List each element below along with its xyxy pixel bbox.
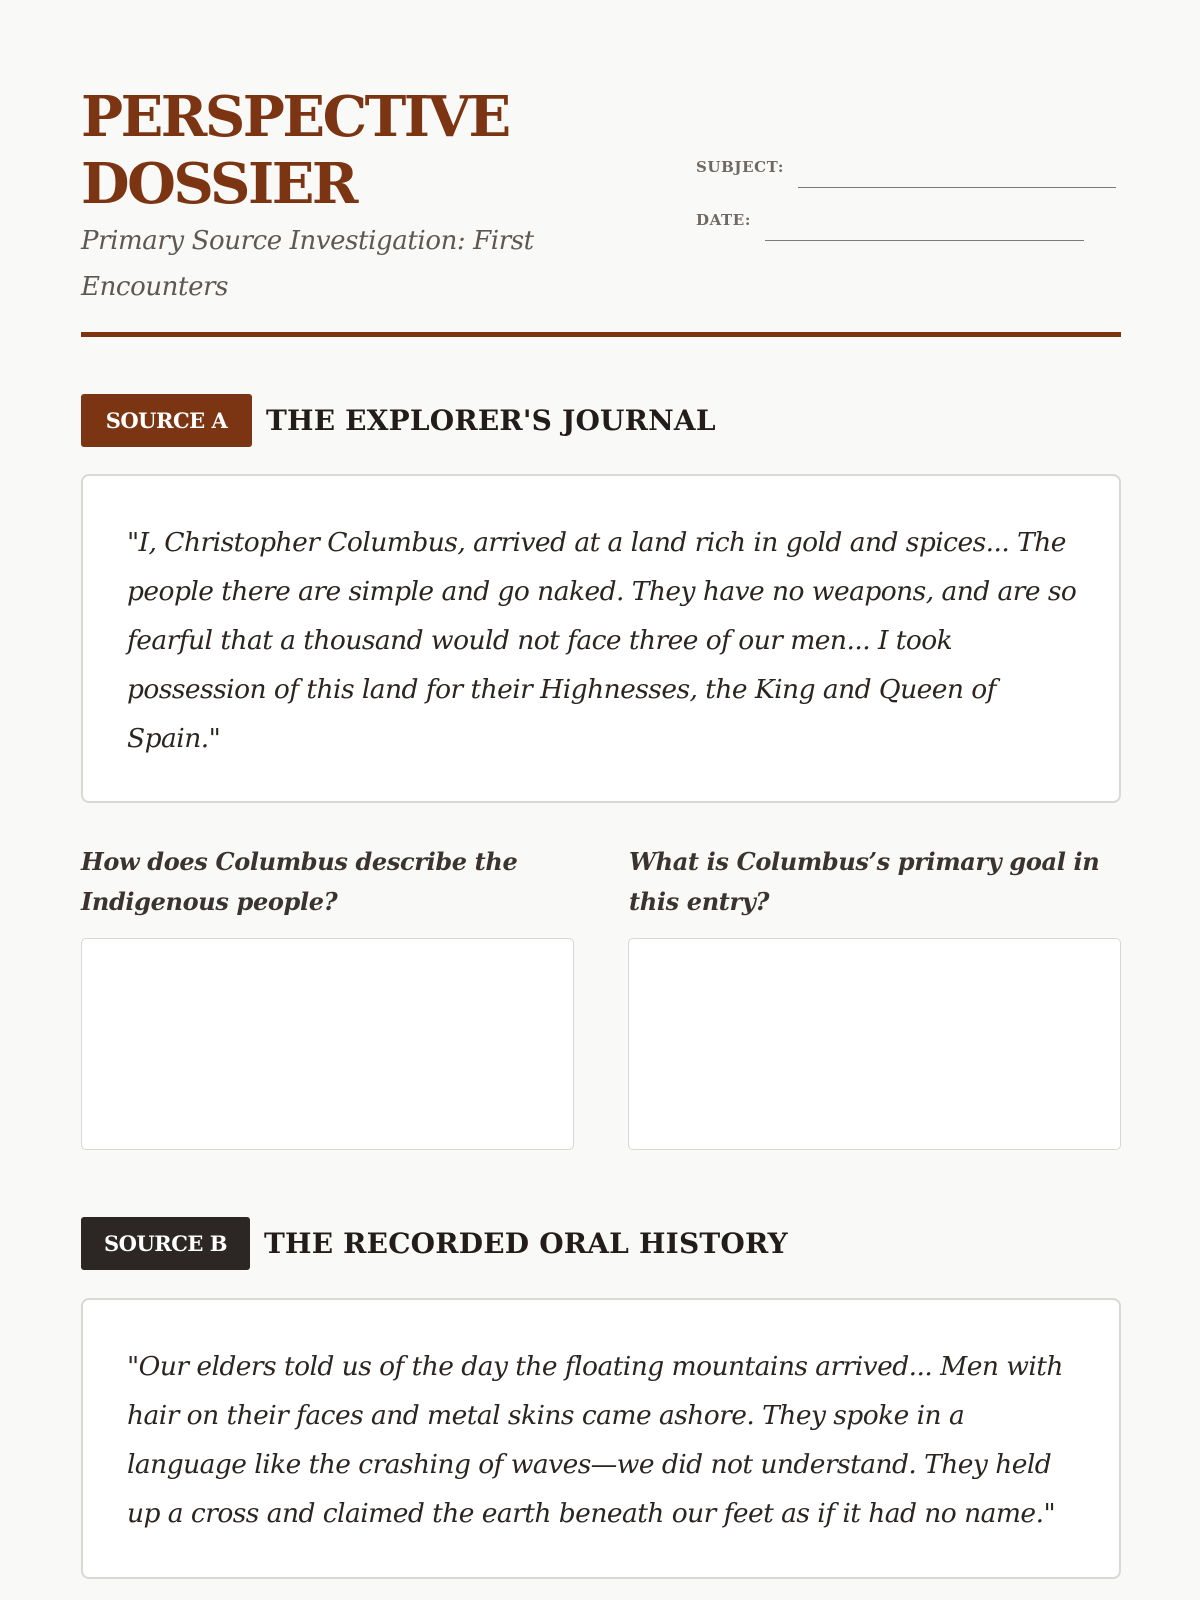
source-a-quote: "I, Christopher Columbus, arrived at a land rich in gold and spices... The people there are simple and go naked. They have no weapons, and are so fearful that a thousand would not face three of our men... I took possession of this land for their Highnesses, the King and Queen of Spain." [81,474,1121,803]
question-2: What is Columbus’s primary goal in this entry? [629,847,1100,916]
answer-box-2[interactable] [628,938,1121,1150]
source-b-quote: "Our elders told us of the day the floating mountains arrived... Men with hair on their faces and metal skins came ashore. They spoke in a language like the crashing of waves—we did not understand. They held up a cross and claimed the earth beneath our feet as if it had no name." [81,1298,1121,1579]
source-b-header [81,1217,788,1270]
source-a-title: THE EXPLORER'S JOURNAL [266,404,716,437]
question-1: How does Columbus describe the Indigenous people? [81,847,518,916]
source-b-tag: SOURCE B [81,1217,250,1270]
answer-box-1[interactable] [81,938,574,1150]
date-field [696,203,1084,229]
date-label: DATE: [696,211,751,229]
header-divider [81,332,1121,337]
page-title: PERSPECTIVE DOSSIER [81,84,509,217]
source-a-header [81,394,716,447]
source-a-tag: SOURCE A [81,394,252,447]
page-subtitle: Primary Source Investigation: First Encounters [81,226,534,302]
page-header [81,84,1121,344]
subject-field [696,150,1116,176]
source-b-title: THE RECORDED ORAL HISTORY [264,1227,788,1260]
date-line[interactable] [765,240,1084,241]
dossier-page [81,0,1121,1600]
subject-label: SUBJECT: [696,158,785,176]
subject-line[interactable] [798,187,1116,188]
